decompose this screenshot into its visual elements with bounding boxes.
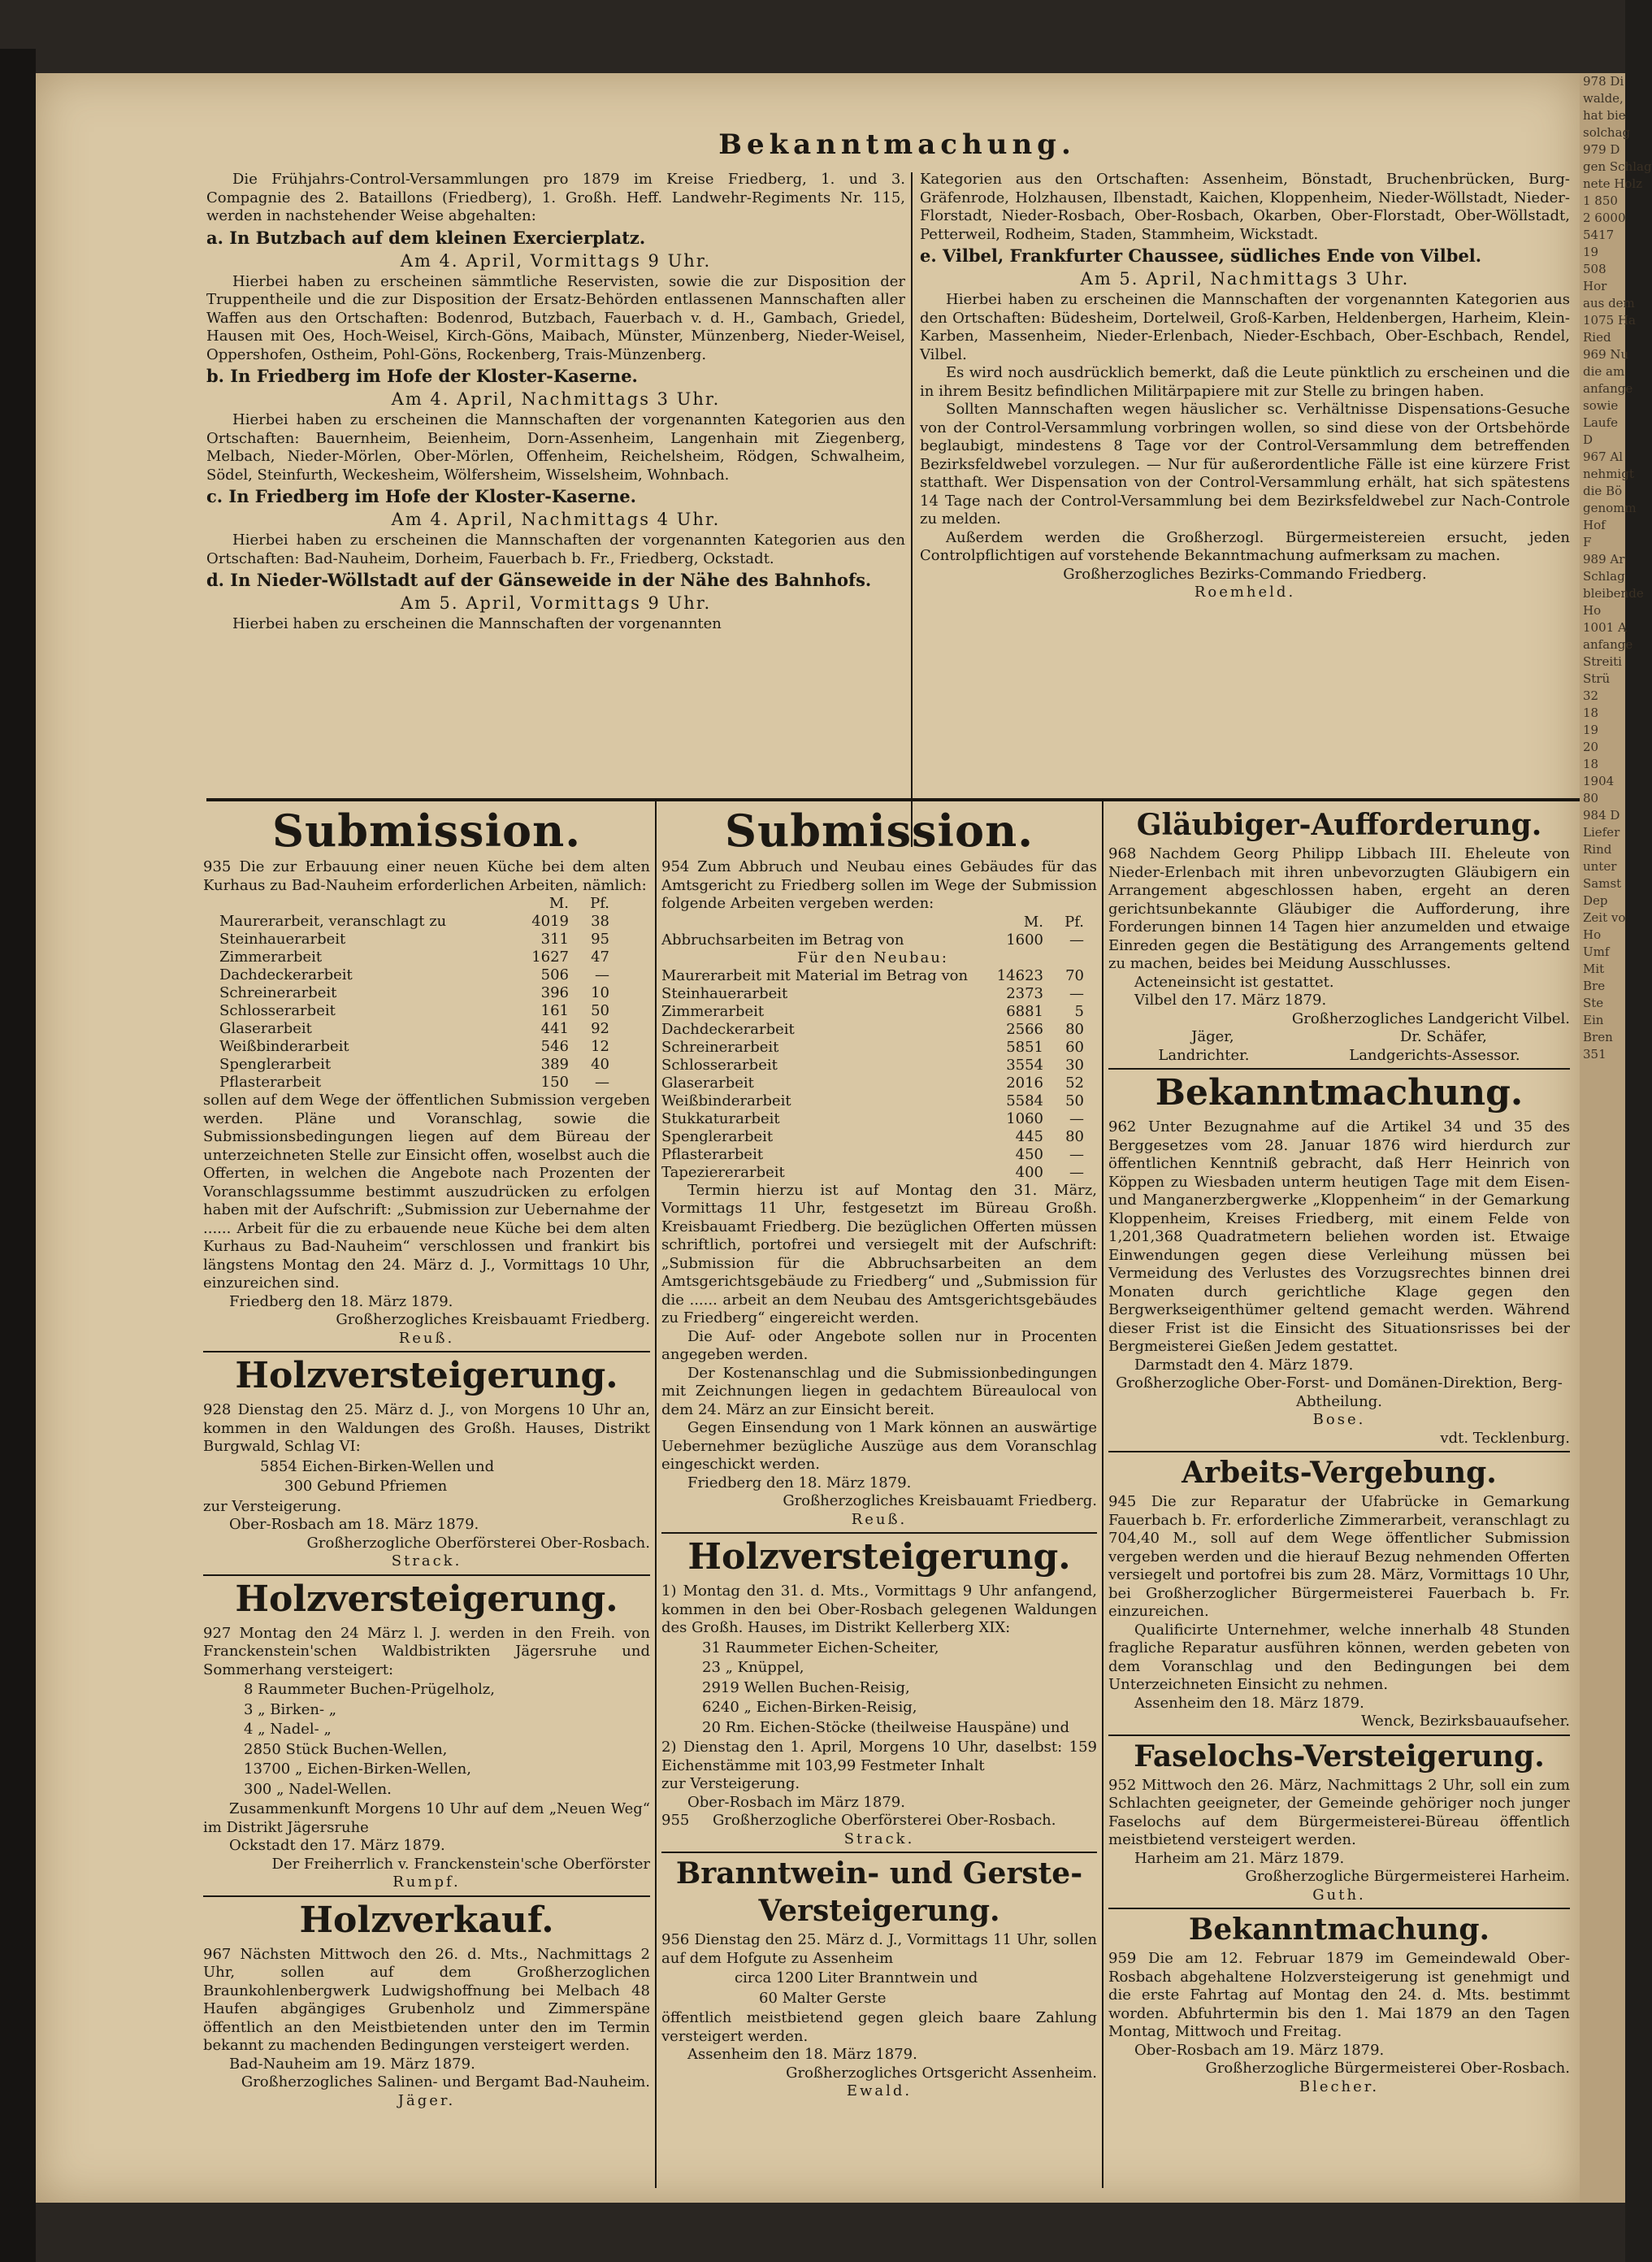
glaeubiger-title: Gläubiger-Aufforderung. bbox=[1136, 808, 1542, 842]
sub2-cell-pf: 60 bbox=[1065, 1038, 1084, 1056]
sub2-cell-m: 5851 bbox=[1006, 1038, 1043, 1056]
column-rule-2 bbox=[1102, 801, 1104, 2188]
section-a-place: a. In Butzbach auf dem kleinen Exercierplatz. bbox=[206, 227, 646, 248]
sub2-cell-m: 400 bbox=[1015, 1163, 1043, 1181]
section-e-place: e. Vilbel, Frankfurter Chaussee, südliches Ende von Vilbel. bbox=[920, 245, 1482, 266]
notice-top-left bbox=[206, 171, 905, 853]
sub2-cell-m: 6881 bbox=[1006, 1002, 1043, 1020]
submission1-table bbox=[219, 895, 609, 1092]
sub1-cell-m: 311 bbox=[540, 931, 569, 948]
sub2-row bbox=[661, 967, 1084, 985]
holz2-text2: Zusammenkunft Morgens 10 Uhr auf dem „Neuen Weg“ im Distrikt Jägersruhe bbox=[203, 1800, 650, 1836]
edge-fragment: sowie bbox=[1583, 398, 1619, 413]
edge-fragment: Ho bbox=[1583, 927, 1602, 942]
branntwein-date: Assenheim den 18. März 1879. bbox=[687, 2046, 917, 2063]
holz1-line-3: zur Versteigerung. bbox=[203, 1497, 342, 1515]
glaeubiger-text: 968 Nachdem Georg Philipp Libbach III. Eheleute von Nieder-Erlenbach mit ihren unbevorzugten Gläubigern ein Arrangement abgeschlossen haben, ergeht an deren gerichtsunbekannte Gläubiger die Aufforderung, ihre Forderungen binnen 14 Tagen hier anzumelden und etwaige Einreden gegen die Bestätigung des Arrangements geltend zu machen, beides bei Meidung Ausschlusses. bbox=[1108, 845, 1570, 972]
sub1-cell-m: 389 bbox=[540, 1056, 569, 1073]
branntwein-line-2: 60 Malter Gerste bbox=[759, 1989, 887, 2007]
sub2-cell-n: Tapeziererarbeit bbox=[661, 1163, 785, 1181]
sub1-cell-m: 1627 bbox=[531, 949, 569, 966]
sub2-cell-n: Weißbinderarbeit bbox=[661, 1092, 791, 1109]
glaeubiger-signature: Großherzogliches Landgericht Vilbel. bbox=[1291, 1009, 1570, 1027]
submission2-signer: Reuß. bbox=[851, 1510, 908, 1528]
sub1-cell-m: 396 bbox=[540, 984, 569, 1001]
column-rule-1 bbox=[655, 801, 657, 2188]
col-m-header-2: M. bbox=[1023, 913, 1043, 931]
sub1-row bbox=[219, 1002, 609, 1020]
notice-paragraph-2: Sollten Mannschaften wegen häuslicher sc. Verhältnisse Dispensations-Gesuche von der Control-Versammlung vorbringen wollen, so sind diese von der Ortsbehörde beglaubigt, mindestens 8 Tage vor der Control-Versammlung dem betreffenden Bezirksfeldwebel vorzulegen. — Nur für außerordentliche Fälle ist eine kürzere Frist statthaft. Wer Dispensation von der Control-Versammlung erhält, hat sich spätestens 14 Tage nach der Control-Versammlung bei dem Bezirksfeldwebel zur Nach-Controle zu melden. bbox=[920, 401, 1570, 528]
edge-fragment: Dep bbox=[1583, 893, 1608, 908]
holz2-list-item: 4 „ Nadel- „ bbox=[244, 1721, 332, 1738]
sub1-row bbox=[219, 913, 609, 931]
holz2-list-item: 2850 Stück Buchen-Wellen, bbox=[244, 1740, 448, 1758]
holz3-list-item: 20 Rm. Eichen-Stöcke (theilweise Hauspäne) und bbox=[702, 1718, 1070, 1736]
sub2-cell-m: 3554 bbox=[1006, 1056, 1043, 1074]
holzverkauf-signature: Großherzogliches Salinen- und Bergamt Bad-Nauheim. bbox=[241, 2073, 650, 2091]
edge-fragment: 80 bbox=[1583, 791, 1599, 805]
branntwein-text: 956 Dienstag den 25. März d. J., Vormittags 11 Uhr, sollen auf dem Hofgute zu Assenheim bbox=[661, 1931, 1097, 1967]
sub1-cell-pf: 40 bbox=[591, 1056, 609, 1073]
section-b-text: Hierbei haben zu erscheinen die Mannschaften der vorgenannten Kategorien aus den Ortschaften: Bauernheim, Beienheim, Dorn-Assenheim, Langenhain mit Ziegenberg, Melbach, Nieder-Mörlen, Ober-Mörlen, Offenheim, Reichelsheim, Rödgen, Schwalheim, Södel, Steinfurth, Weckesheim, Wölfersheim, Wisselsheim, Wohnbach. bbox=[206, 411, 905, 484]
branntwein-line-1: circa 1200 Liter Branntwein und bbox=[735, 1969, 978, 1986]
holz3-signer: Strack. bbox=[843, 1830, 915, 1847]
submission2-signature: Großherzogliches Kreisbauamt Friedberg. bbox=[783, 1492, 1097, 1509]
holz2-list-item: 13700 „ Eichen-Birken-Wellen, bbox=[244, 1761, 471, 1778]
faselochs-date: Harheim am 21. März 1879. bbox=[1134, 1849, 1345, 1867]
holz1-signature: Großherzogliche Oberförsterei Ober-Rosbach. bbox=[306, 1534, 650, 1552]
sub2-cell-m: 1060 bbox=[1006, 1109, 1043, 1127]
submission1-intro: 935 Die zur Erbauung einer neuen Küche bei dem alten Kurhaus zu Bad-Nauheim erforderlichen Arbeiten, nämlich: bbox=[203, 858, 650, 894]
edge-fragment: 5417 bbox=[1583, 228, 1615, 242]
abbruch-pf: — bbox=[1069, 931, 1084, 949]
sub2-cell-n: Stukkaturarbeit bbox=[661, 1109, 780, 1127]
col-m-header: M. bbox=[548, 895, 569, 912]
bekannt3-signature: Großherzogliche Bürgermeisterei Ober-Rosbach. bbox=[1205, 2060, 1570, 2077]
section-d-text: Hierbei haben zu erscheinen die Mannschaften der vorgenannten bbox=[232, 615, 722, 632]
holz3-list-item: 2919 Wellen Buchen-Reisig, bbox=[702, 1678, 910, 1696]
holz3-list-item: 31 Raummeter Eichen-Scheiter, bbox=[702, 1639, 939, 1656]
notice-top-right bbox=[920, 171, 1570, 853]
edge-fragment: 984 D bbox=[1583, 808, 1620, 823]
glaeubiger-roles bbox=[1108, 1047, 1570, 1066]
rule-c1-a bbox=[203, 1351, 650, 1352]
role-assessor: Landgerichts-Assessor. bbox=[1349, 1046, 1520, 1064]
holz3-title: Holzversteigerung. bbox=[687, 1536, 1071, 1578]
holz3-number: 955 bbox=[661, 1812, 690, 1829]
rule-c3-c bbox=[1108, 1734, 1570, 1736]
holz3-list-item: 6240 „ Eichen-Birken-Reisig, bbox=[702, 1699, 917, 1716]
rule-c3-b bbox=[1108, 1451, 1570, 1452]
edge-fragment: 978 Di bbox=[1583, 74, 1624, 89]
notice-signature-1: Großherzogliches Bezirks-Commando Friedberg. bbox=[1063, 565, 1427, 583]
edge-fragment: 967 Al bbox=[1583, 449, 1624, 464]
rule-c3-a bbox=[1108, 1068, 1570, 1070]
section-e-text: Hierbei haben zu erscheinen die Mannschaften der vorgenannten Kategorien aus den Ortschaften: Büdesheim, Dortelweil, Groß-Karben, Heldenbergen, Harheim, Klein-Karben, Massenheim, Nieder-Erlenbach, Nieder-Eschbach, Ober-Eschbach, Rendel, Vilbel. bbox=[920, 291, 1570, 363]
sub1-row bbox=[219, 1056, 609, 1074]
holz2-signature: Der Freiherrlich v. Franckenstein'sche Oberförster bbox=[271, 1855, 650, 1873]
edge-fragment: 1904 bbox=[1583, 774, 1615, 788]
column-1 bbox=[203, 805, 650, 2195]
top-column-rule bbox=[911, 172, 913, 847]
sub1-cell-pf: 47 bbox=[591, 949, 609, 966]
glaeubiger-signers bbox=[1108, 1028, 1570, 1047]
book-binding bbox=[0, 49, 36, 2262]
edge-fragment: unter bbox=[1583, 859, 1617, 874]
edge-fragment: solchag bbox=[1583, 125, 1631, 140]
edge-fragment: 19 bbox=[1583, 723, 1599, 737]
notice-signature-2: Roemheld. bbox=[1194, 584, 1296, 601]
sub1-cell-n: Weißbinderarbeit bbox=[219, 1038, 349, 1055]
sub1-cell-m: 506 bbox=[540, 966, 569, 983]
rule-c1-b bbox=[203, 1574, 650, 1576]
section-b-time: Am 4. April, Nachmittags 3 Uhr. bbox=[391, 389, 721, 409]
edge-fragment: Ried bbox=[1583, 330, 1611, 345]
holz1-line-2: 300 Gebund Pfriemen bbox=[284, 1478, 448, 1495]
next-page-edge bbox=[1580, 73, 1652, 2203]
sub2-cell-m: 14623 bbox=[996, 966, 1043, 984]
edge-fragment: 508 bbox=[1583, 262, 1606, 276]
sub2-row bbox=[661, 1128, 1084, 1146]
sub1-cell-pf: — bbox=[595, 966, 609, 983]
col-pf-header: Pf. bbox=[590, 895, 609, 912]
sub2-cell-pf: 52 bbox=[1065, 1074, 1084, 1092]
sub2-cell-n: Pflasterarbeit bbox=[661, 1145, 764, 1163]
edge-fragment: Ste bbox=[1583, 996, 1604, 1010]
submission2-intro: 954 Zum Abbruch und Neubau eines Gebäudes für das Amtsgericht zu Friedberg sollen im Wege der Submission folgende Arbeiten vergeben werden: bbox=[661, 858, 1097, 912]
edge-fragment: anfange bbox=[1583, 381, 1633, 396]
section-d-place: d. In Nieder-Wöllstadt auf der Gänseweide in der Nähe des Bahnhofs. bbox=[206, 570, 872, 590]
edge-fragment: walde, bbox=[1583, 91, 1624, 106]
edge-fragment: Schlag bbox=[1583, 569, 1625, 584]
edge-fragment: 969 Nu bbox=[1583, 347, 1629, 362]
holz3-text: 1) Montag den 31. d. Mts., Vormittags 9 Uhr anfangend, kommen in den bei Ober-Rosbach gelegenen Waldungen des Großh. Hauses, im Distrikt Kellerberg XIX: bbox=[661, 1583, 1097, 1636]
submission2-title: Submission. bbox=[724, 805, 1034, 857]
edge-fragment: 979 D bbox=[1583, 142, 1620, 157]
sub2-row bbox=[661, 1092, 1084, 1110]
edge-fragment: 18 bbox=[1583, 706, 1599, 720]
submission2-date: Friedberg den 18. März 1879. bbox=[687, 1474, 912, 1491]
edge-fragment: Strü bbox=[1583, 671, 1611, 686]
holz3-date: Ober-Rosbach im März 1879. bbox=[687, 1793, 905, 1811]
arbeits-date: Assenheim den 18. März 1879. bbox=[1134, 1694, 1364, 1712]
col-pf-header-2: Pf. bbox=[1064, 913, 1084, 931]
bekannt2-vdt: vdt. Tecklenburg. bbox=[1440, 1429, 1570, 1447]
section-d-time: Am 5. April, Vormittags 9 Uhr. bbox=[400, 593, 712, 613]
sub1-cell-m: 441 bbox=[540, 1020, 569, 1037]
sub1-row bbox=[219, 1074, 609, 1092]
sub2-row bbox=[661, 1021, 1084, 1039]
arbeits-text: 945 Die zur Reparatur der Ufabrücke in Gemarkung Fauerbach b. Fr. erforderliche Zimmerarbeit, veranschlagt zu 704,40 M., soll auf dem Wege öffentlicher Submission vergeben werden und die hierauf Bezug nehmenden Offerten versiegelt und portofrei bis zum 28. März, Vormittags 10 Uhr, bei Großherzoglicher Bürgermeisterei Fauerbach b. Fr. einzureichen. bbox=[1108, 1493, 1570, 1620]
submission2-text: Termin hierzu ist auf Montag den 31. März, Vormittags 11 Uhr, festgesetzt im Büreau Großh. Kreisbauamt Friedberg. Die bezüglichen Offerten müssen schriftlich, portofrei und versiegelt mit der Aufschrift: „Submission für die Abbruchsarbeiten an dem Amtsgerichtsgebäude zu Friedberg“ und „Submission für die ...... arbeit an dem Neubau des Amtsgerichtsgebäudes zu Friedberg“ eingereicht werden. bbox=[661, 1181, 1097, 1326]
holz3-text2: 2) Dienstag den 1. April, Morgens 10 Uhr, daselbst: 159 Eichenstämme mit 103,99 Festmeter Inhalt bbox=[661, 1739, 1097, 1774]
holzverkauf-signer: Jäger. bbox=[397, 2091, 456, 2109]
submission1-date: Friedberg den 18. März 1879. bbox=[229, 1292, 453, 1310]
edge-fragment: anfange bbox=[1583, 637, 1633, 652]
bekannt2-date: Darmstadt den 4. März 1879. bbox=[1134, 1356, 1354, 1374]
sub2-cell-pf: 80 bbox=[1065, 1020, 1084, 1038]
edge-fragment: Umf bbox=[1583, 944, 1610, 959]
holz2-title: Holzversteigerung. bbox=[235, 1578, 618, 1620]
sub2-cell-m: 445 bbox=[1015, 1127, 1043, 1145]
sub1-cell-pf: 95 bbox=[591, 931, 609, 948]
holz1-text: 928 Dienstag den 25. März d. J., von Morgens 10 Uhr an, kommen in den Waldungen des Großh. Hauses, Distrikt Burgwald, Schlag VI: bbox=[203, 1401, 650, 1455]
sub1-cell-pf: 12 bbox=[591, 1038, 609, 1055]
sub2-cell-n: Schreinerarbeit bbox=[661, 1038, 779, 1056]
sub1-cell-pf: — bbox=[595, 1074, 609, 1091]
signer-jaeger: Jäger, bbox=[1191, 1028, 1234, 1045]
holz3-signature-line bbox=[661, 1812, 1097, 1830]
holz1-date: Ober-Rosbach am 18. März 1879. bbox=[229, 1516, 479, 1533]
holz2-list bbox=[203, 1681, 650, 1799]
edge-fragment: genomm bbox=[1583, 501, 1637, 515]
sub2-cell-pf: — bbox=[1069, 984, 1084, 1002]
notice-top-title: Bekanntmachung. bbox=[718, 128, 1076, 161]
holz3-text3: zur Versteigerung. bbox=[661, 1775, 800, 1792]
column-2 bbox=[661, 805, 1097, 2195]
edge-fragment: D bbox=[1583, 432, 1593, 447]
section-c-place: c. In Friedberg im Hofe der Kloster-Kaserne. bbox=[206, 486, 636, 506]
sub2-cell-pf: 5 bbox=[1074, 1002, 1084, 1020]
sub2-cell-m: 2016 bbox=[1006, 1074, 1043, 1092]
holz2-list-item: 8 Raummeter Buchen-Prügelholz, bbox=[244, 1681, 495, 1698]
edge-fragment: Streiti bbox=[1583, 654, 1622, 669]
sub2-cell-n: Steinhauerarbeit bbox=[661, 984, 788, 1002]
edge-fragment: F bbox=[1583, 535, 1592, 549]
role-landrichter: Landrichter. bbox=[1158, 1046, 1250, 1064]
arbeits-signature: Wenck, Bezirksbauaufseher. bbox=[1361, 1713, 1570, 1730]
bekannt2-text: 962 Unter Bezugnahme auf die Artikel 34 und 35 des Berggesetzes vom 28. Januar 1876 wird hierdurch zur öffentlichen Kenntniß gebracht, daß Herr Heinrich von Köppen zu Wiesbaden unterm heutigen Tage mit dem Eisen- und Manganerzbergwerke „Kloppenheim“ in der Gemarkung Kloppenheim, Kreises Friedberg, mit einem Felde von 1,201,368 Quadratmetern beliehen worden ist. Etwaige Einwendungen gegen diese Verleihung müssen bei Vermeidung des Verlustes des Vorzugsrechtes binnen drei Monaten durch gerichtliche Klage gegen den Bergwerkseigenthümer geltend gemacht werden. Während dieser Frist ist die Einsicht des Situationsrisses bei der Bergmeisterei Gießen Jedem gestattet. bbox=[1108, 1118, 1570, 1355]
sub1-row bbox=[219, 931, 609, 949]
holzverkauf-date: Bad-Nauheim am 19. März 1879. bbox=[229, 2055, 475, 2073]
sub2-cell-n: Dachdeckerarbeit bbox=[661, 1020, 795, 1038]
sub1-cell-m: 150 bbox=[540, 1074, 569, 1091]
sub1-cell-pf: 92 bbox=[591, 1020, 609, 1037]
edge-fragment: 1075 Ha bbox=[1583, 313, 1636, 328]
notice-paragraph-1: Es wird noch ausdrücklich bemerkt, daß die Leute pünktlich zu erscheinen und die in ihrem Besitz befindlichen Militärpapiere mit zur Stelle zu bringen haben. bbox=[920, 364, 1570, 400]
section-e-time: Am 5. April, Nachmittags 3 Uhr. bbox=[1080, 269, 1410, 289]
sub2-cell-pf: — bbox=[1069, 1163, 1084, 1181]
bekannt2-signature: Großherzogliche Ober-Forst- und Domänen-Direktion, Berg-Abtheilung. bbox=[1116, 1374, 1563, 1410]
edge-fragment: nete Holz bbox=[1583, 176, 1643, 191]
sub2-cell-n: Spenglerarbeit bbox=[661, 1127, 774, 1145]
edge-fragment: Bren bbox=[1583, 1030, 1613, 1044]
sub1-cell-n: Schreinerarbeit bbox=[219, 984, 337, 1001]
section-a-text: Hierbei haben zu erscheinen sämmtliche Reservisten, sowie die zur Disposition der Truppentheile und die zur Disposition der Ersatz-Behörden entlassenen Mannschaften aller Waffen aus den Ortschaften: Bodenrod, Butzbach, Fauerbach v. d. H., Gambach, Griedel, Hausen mit Oes, Hoch-Weisel, Kirch-Göns, Maibach, Münster, Münzenberg, Nieder-Weisel, Oppershofen, Ostheim, Pohl-Göns, Rockenberg, Trais-Münzenberg. bbox=[206, 272, 905, 363]
submission1-signature: Großherzogliches Kreisbauamt Friedberg. bbox=[336, 1311, 650, 1328]
edge-fragment: gen Schlag bbox=[1583, 159, 1652, 174]
holzverkauf-text: 967 Nächsten Mittwoch den 26. d. Mts., Nachmittags 2 Uhr, sollen auf dem Großherzoglichen Braunkohlenbergwerk Ludwigshoffnung bei Melbach 48 Haufen abgängiges Grubenholz und Zimmerspäne öffentlich an den Meistbietenden unter den im Termin bekannt zu machenden Bedingungen versteigert werden. bbox=[203, 1945, 650, 2054]
sub2-cell-n: Schlosserarbeit bbox=[661, 1056, 778, 1074]
sub2-cell-m: 450 bbox=[1015, 1145, 1043, 1163]
sub1-cell-n: Spenglerarbeit bbox=[219, 1056, 332, 1073]
edge-fragment: 20 bbox=[1583, 740, 1599, 754]
sub2-row bbox=[661, 985, 1084, 1003]
sub1-row bbox=[219, 966, 609, 984]
edge-fragment: 2 6000 bbox=[1583, 211, 1626, 225]
holz2-date: Ockstadt den 17. März 1879. bbox=[229, 1837, 445, 1854]
edge-fragment: 19 bbox=[1583, 245, 1599, 259]
holz2-signer: Rumpf. bbox=[392, 1873, 461, 1891]
edge-fragment: Samst bbox=[1583, 876, 1622, 891]
sub1-row bbox=[219, 1020, 609, 1038]
sub2-row bbox=[661, 1057, 1084, 1075]
faselochs-text: 952 Mittwoch den 26. März, Nachmittags 2 Uhr, soll ein zum Schlachten geeigneter, der Gemeinde gehöriger noch junger Faselochs auf dem Bürgermeisterei-Büreau öffentlich meistbietend versteigert werden. bbox=[1108, 1776, 1570, 1848]
edge-fragment: nehmigt bbox=[1583, 467, 1634, 481]
sub2-cell-m: 5584 bbox=[1006, 1092, 1043, 1109]
sub2-cell-n: Glaserarbeit bbox=[661, 1074, 754, 1092]
sub2-cell-pf: 70 bbox=[1065, 966, 1084, 984]
edge-fragment: 1 850 bbox=[1583, 193, 1618, 208]
section-c-time: Am 4. April, Nachmittags 4 Uhr. bbox=[391, 510, 721, 529]
bekannt3-signer: Blecher. bbox=[1299, 2077, 1380, 2095]
sub2-cell-pf: 80 bbox=[1065, 1127, 1084, 1145]
sub1-cell-m: 161 bbox=[540, 1002, 569, 1019]
sub2-cell-n: Maurerarbeit mit Material im Betrag von bbox=[661, 966, 969, 984]
holz2-list-item: 300 „ Nadel-Wellen. bbox=[244, 1780, 392, 1798]
holzverkauf-title: Holzverkauf. bbox=[299, 1899, 554, 1941]
submission1-title: Submission. bbox=[271, 805, 582, 857]
sub1-cell-m: 546 bbox=[540, 1038, 569, 1055]
edge-fragment: Ein bbox=[1583, 1013, 1604, 1027]
rule-c2-b bbox=[661, 1852, 1097, 1853]
sub2-cell-pf: — bbox=[1069, 1109, 1084, 1127]
glaeubiger-text2: Acteneinsicht ist gestattet. bbox=[1134, 973, 1334, 991]
sub2-cell-m: 2566 bbox=[1006, 1020, 1043, 1038]
sub1-cell-n: Dachdeckerarbeit bbox=[219, 966, 353, 983]
edge-fragment: Hof bbox=[1583, 518, 1606, 532]
sub1-cell-n: Steinhauerarbeit bbox=[219, 931, 346, 948]
edge-fragment: bleibende bbox=[1583, 586, 1644, 601]
sub2-cell-m: 2373 bbox=[1006, 984, 1043, 1002]
sub2-cell-pf: 30 bbox=[1065, 1056, 1084, 1074]
sub2-row bbox=[661, 1075, 1084, 1092]
neubau-label: Für den Neubau: bbox=[797, 949, 948, 966]
edge-fragment: 351 bbox=[1583, 1047, 1606, 1062]
section-c-text: Hierbei haben zu erscheinen die Mannschaften der vorgenannten Kategorien aus den Ortschaften: Bad-Nauheim, Dorheim, Fauerbach b. Fr., Friedberg, Ockstadt. bbox=[206, 532, 905, 567]
holz3-list-item: 23 „ Knüppel, bbox=[702, 1659, 804, 1676]
section-b-place: b. In Friedberg im Hofe der Kloster-Kaserne. bbox=[206, 366, 638, 386]
notice-col2-text: Kategorien aus den Ortschaften: Assenheim, Bönstadt, Bruchenbrücken, Burg-Gräfenrode, Holzhausen, Ilbenstadt, Kaichen, Kloppenheim, Nieder-Wöllstadt, Nieder-Florstadt, Nieder-Rosbach, Ober-Rosbach, Okarben, Ober-Florstadt, Ober-Wöllstadt, Petterweil, Rodheim, Staden, Stammheim, Wickstadt. bbox=[920, 171, 1570, 243]
edge-fragment: Rind bbox=[1583, 842, 1612, 857]
abbruch-label: Abbruchsarbeiten im Betrag von bbox=[661, 931, 904, 949]
sub2-row bbox=[661, 1146, 1084, 1164]
sub1-cell-pf: 38 bbox=[591, 913, 609, 930]
submission1-text: sollen auf dem Wege der öffentlichen Submission vergeben werden. Pläne und Voranschlag, sowie die Submissionsbedingungen liegen auf dem Büreau der unterzeichneten Stelle zur Einsicht offen, woselbst auch die Offerten, in welchen die Angebote nach Prozenten der Voranschlagssumme bestimmt auszudrücken zu erfolgen haben mit der Aufschrift: „Submission zur Uebernahme der ...... Arbeit für die zu erbauende neue Küche bei dem alten Kurhaus zu Bad-Nauheim“ verschlossen und frankirt bis längstens Montag den 24. März d. J., Vormittags 10 Uhr, einzureichen sind. bbox=[203, 1092, 650, 1292]
holz2-list-item: 3 „ Birken- „ bbox=[244, 1700, 337, 1718]
branntwein-signature: Großherzogliches Ortsgericht Assenheim. bbox=[786, 2064, 1097, 2082]
sub2-cell-pf: — bbox=[1069, 1145, 1084, 1163]
edge-fragment: Ho bbox=[1583, 603, 1602, 618]
holz3-signature: Großherzogliche Oberförsterei Ober-Rosbach. bbox=[712, 1812, 1056, 1829]
sub2-cell-n: Zimmerarbeit bbox=[661, 1002, 765, 1020]
rule-c3-d bbox=[1108, 1908, 1570, 1909]
edge-fragment: Liefer bbox=[1583, 825, 1620, 840]
edge-fragment: hat bie bbox=[1583, 108, 1626, 123]
edge-fragment: die Bö bbox=[1583, 484, 1623, 498]
notice-intro: Die Frühjahrs-Control-Versammlungen pro 1879 im Kreise Friedberg, 1. und 3. Compagnie des 2. Bataillons (Friedberg), 1. Großh. Heff. Landwehr-Regiments Nr. 115, werden in nachstehender Weise abgehalten: bbox=[206, 171, 905, 224]
bekannt3-date: Ober-Rosbach am 19. März 1879. bbox=[1134, 2041, 1385, 2059]
edge-fragment: Mit bbox=[1583, 962, 1605, 976]
rule-c1-c bbox=[203, 1895, 650, 1897]
glaeubiger-date: Vilbel den 17. März 1879. bbox=[1134, 992, 1327, 1009]
arbeits-title: Arbeits-Vergebung. bbox=[1182, 1456, 1497, 1490]
faselochs-signature: Großherzogliche Bürgermeisterei Harheim. bbox=[1245, 1868, 1570, 1885]
edge-fragment: 989 Ar bbox=[1583, 552, 1625, 567]
sub1-cell-n: Glaserarbeit bbox=[219, 1020, 312, 1037]
edge-fragment: 18 bbox=[1583, 757, 1599, 771]
branntwein-title-2: Versteigerung. bbox=[758, 1894, 1000, 1928]
sub1-cell-m: 4019 bbox=[531, 913, 569, 930]
bekannt2-signer: Bose. bbox=[1312, 1411, 1366, 1428]
faselochs-signer: Guth. bbox=[1312, 1886, 1366, 1904]
sub1-cell-n: Pflasterarbeit bbox=[219, 1074, 322, 1091]
edge-fragment: die am bbox=[1583, 364, 1625, 379]
sub1-cell-pf: 10 bbox=[591, 984, 609, 1001]
newspaper-page bbox=[36, 73, 1580, 2203]
branntwein-text2: öffentlich meistbietend gegen gleich baare Zahlung versteigert werden. bbox=[661, 2009, 1097, 2045]
main-horizontal-rule bbox=[206, 798, 1580, 801]
holz1-signer: Strack. bbox=[391, 1552, 462, 1570]
sub1-row bbox=[219, 984, 609, 1002]
edge-fragment: Zeit vo bbox=[1583, 910, 1626, 925]
abbruch-m: 1600 bbox=[1006, 931, 1043, 949]
signer-schaefer: Dr. Schäfer, bbox=[1399, 1028, 1487, 1045]
submission2-table bbox=[661, 914, 1084, 1182]
edge-fragment: aus dem bbox=[1583, 296, 1635, 310]
faselochs-title: Faselochs-Versteigerung. bbox=[1134, 1739, 1545, 1774]
column-3 bbox=[1108, 805, 1570, 2195]
sub2-row bbox=[661, 1110, 1084, 1128]
submission2-text2: Die Auf- oder Angebote sollen nur in Procenten angegeben werden. bbox=[661, 1327, 1097, 1363]
branntwein-title-1: Branntwein- und Gerste- bbox=[675, 1856, 1083, 1891]
submission2-text3: Der Kostenanschlag und die Submissionbedingungen mit Zeichnungen liegen in gedachtem Büreaulocal von dem 24. März an zur Einsicht bereit. bbox=[661, 1364, 1097, 1418]
sub1-row bbox=[219, 949, 609, 966]
edge-fragment: 32 bbox=[1583, 688, 1599, 703]
sub2-row bbox=[661, 1039, 1084, 1057]
submission2-text4: Gegen Einsendung von 1 Mark können an auswärtige Uebernehmer bezügliche Auszüge aus dem Voranschlag eingeschickt werden. bbox=[661, 1419, 1097, 1473]
sub2-cell-pf: 50 bbox=[1065, 1092, 1084, 1109]
edge-fragment: 1001 A bbox=[1583, 620, 1627, 635]
bekannt2-title: Bekanntmachung. bbox=[1155, 1072, 1524, 1114]
sub1-cell-pf: 50 bbox=[591, 1002, 609, 1019]
edge-fragment: Bre bbox=[1583, 979, 1606, 993]
submission1-signer: Reuß. bbox=[398, 1329, 455, 1347]
rule-c2-a bbox=[661, 1532, 1097, 1534]
sub2-row bbox=[661, 1003, 1084, 1021]
bekannt3-text: 959 Die am 12. Februar 1879 im Gemeindewald Ober-Rosbach abgehaltene Holzversteigerung ist genehmigt und die erste Fahrtag auf Montag den 24. d. Mts. bestimmt worden. Abfuhrtermin bis den 1. Mai 1879 an den Tagen Montag, Mittwoch und Freitag. bbox=[1108, 1950, 1570, 2040]
edge-fragment: Hor bbox=[1583, 279, 1607, 293]
sub1-cell-n: Schlosserarbeit bbox=[219, 1002, 336, 1019]
section-a-time: Am 4. April, Vormittags 9 Uhr. bbox=[400, 250, 712, 271]
branntwein-signer: Ewald. bbox=[846, 2082, 913, 2099]
sub1-cell-n: Maurerarbeit, veranschlagt zu bbox=[219, 913, 447, 930]
holz2-text: 927 Montag den 24 März l. J. werden in den Freih. von Franckenstein'schen Waldbistrikten Jägersruhe und Sommerhang versteigert: bbox=[203, 1624, 650, 1678]
sub1-row bbox=[219, 1038, 609, 1056]
holz3-list bbox=[661, 1639, 1097, 1738]
arbeits-text2: Qualificirte Unternehmer, welche innerhalb 48 Stunden fragliche Reparatur ausführen können, werden gebeten von dem Voranschlag und den Bedingungen bei dem Unterzeichneten Einsicht zu nehmen. bbox=[1108, 1621, 1570, 1693]
holz1-line-1: 5854 Eichen-Birken-Wellen und bbox=[260, 1457, 495, 1475]
sub2-row bbox=[661, 1164, 1084, 1182]
holz1-title: Holzversteigerung. bbox=[235, 1355, 618, 1396]
sub1-cell-n: Zimmerarbeit bbox=[219, 949, 323, 966]
notice-paragraph-3: Außerdem werden die Großherzogl. Bürgermeistereien ersucht, jeden Controlpflichtigen auf vorstehende Bekanntmachung aufmerksam zu machen. bbox=[920, 528, 1570, 564]
bekannt3-title: Bekanntmachung. bbox=[1188, 1912, 1490, 1947]
edge-fragment: Laufe bbox=[1583, 415, 1618, 430]
